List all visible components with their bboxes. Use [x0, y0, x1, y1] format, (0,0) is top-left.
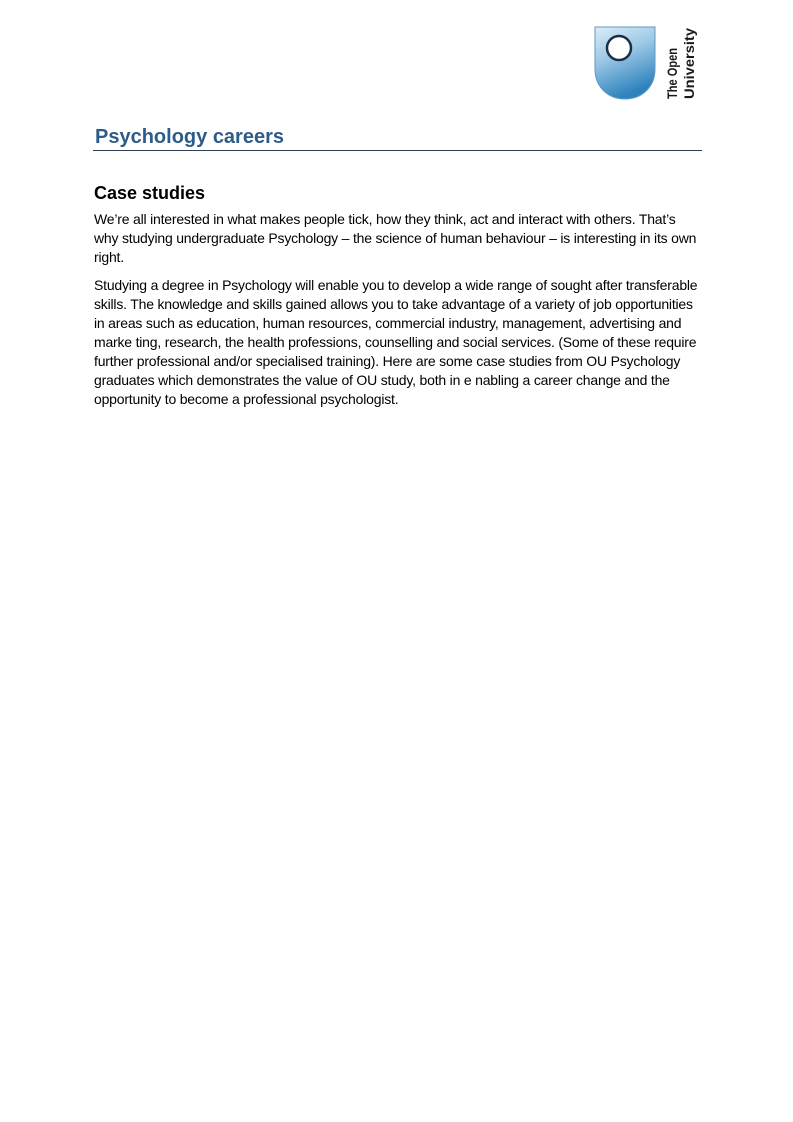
logo-line2: University: [681, 31, 697, 99]
logo-wordmark: [663, 26, 699, 100]
title-divider: [93, 150, 702, 151]
shield-logo-icon: [594, 26, 656, 100]
page-title: Psychology careers: [95, 126, 284, 148]
intro-paragraph: We’re all interested in what makes people tick, how they think, act and interact with others. That’s why studying undergraduate Psychology – the science of human behaviour – is interesting in its own right.: [94, 211, 697, 265]
section-heading: Case studies: [94, 183, 206, 203]
open-university-logo: [594, 26, 704, 102]
logo-line1: The Open: [664, 34, 680, 99]
body-paragraph: Studying a degree in Psychology will enable you to develop a wide range of sought after transferable skills. The knowledge and skills gained allows you to take advantage of a variety of job opportunities in areas such as education, human resources, commercial industry, management, advertising and marke ting, research, the health professions, counselling and social services. (Some of these require further professional and/or specialised training). Here are some case studies from OU Psychology graduates which demonstrates the value of OU study, both in e nabling a career change and the opportunity to become a professional psychologist.: [94, 277, 698, 407]
